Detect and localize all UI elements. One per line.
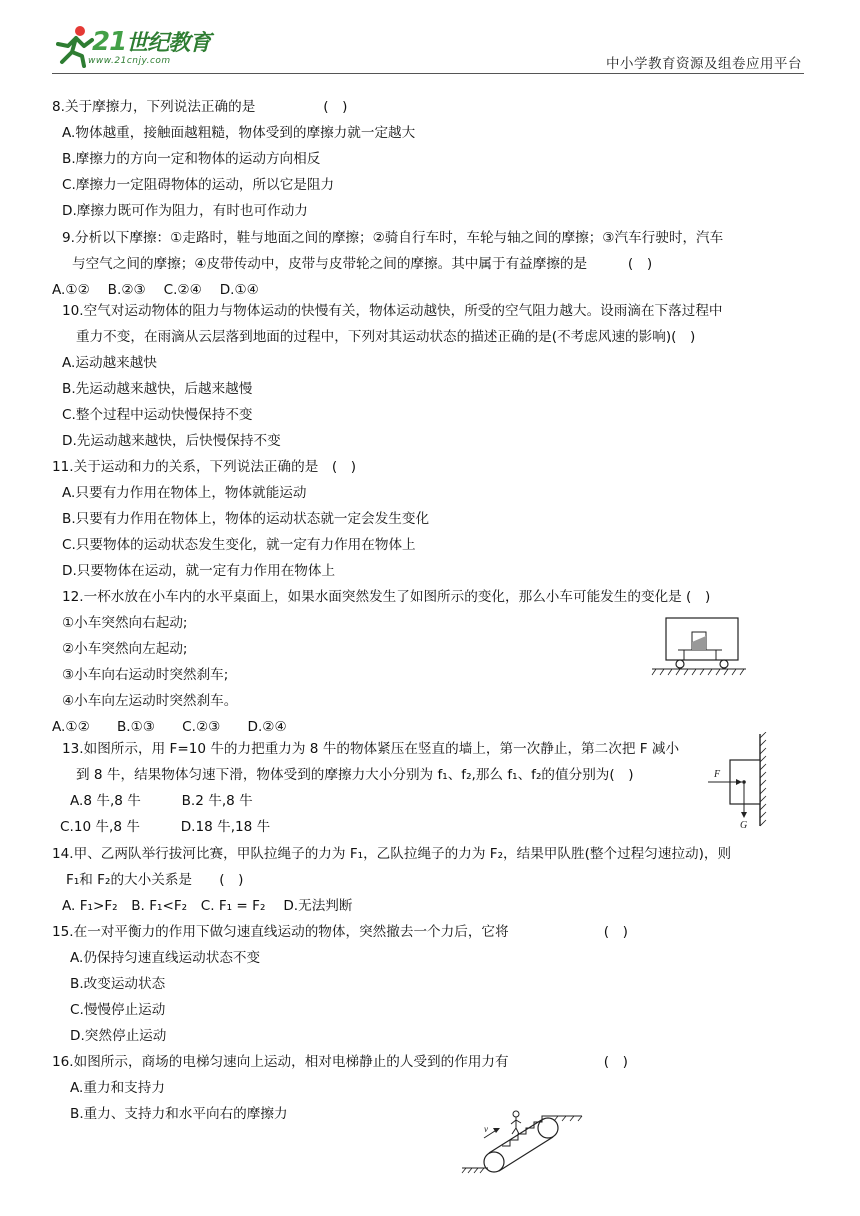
q11-option-b: B.只要有力作用在物体上，物体的运动状态就一定会发生变化 — [62, 511, 430, 527]
velocity-arrowhead — [493, 1128, 500, 1133]
q8-option-a: A.物体越重，接触面越粗糙，物体受到的摩擦力就一定越大 — [62, 125, 416, 141]
q12-item-1: ①小车突然向右起动; — [62, 615, 188, 631]
q13-stem-line1: 13.如图所示，用 F=10 牛的力把重力为 8 牛的物体紧压在竖直的墙上，第一次静止，第二次把 F 减小 — [62, 741, 680, 757]
q10-option-c: C.整个过程中运动快慢保持不变 — [62, 407, 253, 423]
q14-options: A. F₁>F₂ B. F₁<F₂ C. F₁ = F₂ D.无法判断 — [62, 898, 353, 914]
tilted-water — [692, 636, 706, 650]
wall-hatching — [760, 732, 766, 826]
q15-option-d: D.突然停止运动 — [70, 1028, 167, 1044]
q12-options: A.①② B.①③ C.②③ D.②④ — [52, 719, 287, 735]
q13-options-ab: A.8 牛,8 牛 B.2 牛,8 牛 — [70, 793, 253, 809]
cart-water-figure — [648, 612, 748, 676]
page-header — [0, 0, 860, 80]
q9-stem-line2: 与空气之间的摩擦；④皮带传动中，皮带与皮带轮之间的摩擦。其中属于有益摩擦的是 ( ) — [72, 256, 653, 272]
q10-option-d: D.先运动越来越快，后快慢保持不变 — [62, 433, 281, 449]
velocity-label: v — [484, 1124, 488, 1134]
q11-option-a: A.只要有力作用在物体上，物体就能运动 — [62, 485, 307, 501]
q15-option-c: C.慢慢停止运动 — [70, 1002, 166, 1018]
q15-option-b: B.改变运动状态 — [70, 976, 166, 992]
q12-item-3: ③小车向右运动时突然刹车; — [62, 667, 229, 683]
logo-chinese: 世纪教育 — [126, 31, 211, 56]
q12-item-2: ②小车突然向左起动; — [62, 641, 188, 657]
q16-stem: 16.如图所示，商场的电梯匀速向上运动，相对电梯静止的人受到的作用力有 ( ) — [52, 1054, 628, 1070]
wall-block-figure — [700, 732, 772, 830]
q14-stem-line1: 14.甲、乙两队举行拔河比赛，甲队拉绳子的力为 F₁，乙队拉绳子的力为 F₂，结果甲队胜(整个过程匀速拉动)，则 — [52, 846, 732, 862]
q12-stem: 12.一杯水放在小车内的水平桌面上，如果水面突然发生了如图所示的变化，那么小车可能发生的变化是 ( ) — [62, 589, 711, 605]
q8-stem: 8.关于摩擦力，下列说法正确的是 ( ) — [52, 99, 348, 115]
q13-options-cd: C.10 牛,8 牛 D.18 牛,18 牛 — [60, 819, 271, 835]
header-divider — [52, 73, 804, 74]
q9-stem-line1: 9.分析以下摩擦：①走路时，鞋与地面之间的摩擦；②骑自行车时，车轮与轴之间的摩擦；③汽车行驶时，汽车 — [62, 230, 724, 246]
gravity-label: G — [740, 820, 748, 830]
force-label: F — [714, 769, 721, 780]
q11-option-d: D.只要物体在运动，就一定有力作用在物体上 — [62, 563, 336, 579]
ground-hatching — [652, 669, 744, 675]
q8-option-d: D.摩擦力既可作为阻力，有时也可作动力 — [62, 203, 308, 219]
q16-option-a: A.重力和支持力 — [70, 1080, 165, 1096]
q15-stem: 15.在一对平衡力的作用下做匀速直线运动的物体，突然撤去一个力后，它将 ( ) — [52, 924, 628, 940]
logo-wordmark — [92, 26, 210, 57]
q10-stem-line2: 重力不变，在雨滴从云层落到地面的过程中，下列对其运动状态的描述正确的是(不考虑风速的影响)( ) — [76, 329, 696, 345]
q9-options: A.①② B.②③ C.②④ D.①④ — [52, 282, 259, 298]
q10-option-b: B.先运动越来越快，后越来越慢 — [62, 381, 253, 397]
q11-option-c: C.只要物体的运动状态发生变化，就一定有力作用在物体上 — [62, 537, 416, 553]
q10-option-a: A.运动越来越快 — [62, 355, 157, 371]
logo-number: 21 — [92, 27, 127, 57]
platform-name: 中小学教育资源及组卷应用平台 — [606, 56, 802, 72]
q13-stem-line2: 到 8 牛，结果物体匀速下滑，物体受到的摩擦力大小分别为 f₁、f₂,那么 f₁、f₂的值分别为( ) — [76, 767, 634, 783]
escalator-wheel-top — [538, 1118, 558, 1138]
q15-option-a: A.仍保持匀速直线运动状态不变 — [70, 950, 261, 966]
floor-top-hatching — [554, 1116, 582, 1121]
person-body — [511, 1117, 521, 1134]
q12-item-4: ④小车向左运动时突然刹车。 — [62, 693, 238, 709]
cart-wheel-left — [676, 660, 684, 668]
gravity-arrowhead — [741, 812, 747, 818]
person-head — [513, 1111, 519, 1117]
floor-bottom-hatching — [462, 1168, 484, 1173]
q10-stem-line1: 10.空气对运动物体的阻力与物体运动的快慢有关，物体运动越快，所受的空气阻力越大。设雨滴在下落过程中 — [62, 303, 723, 319]
q8-option-b: B.摩擦力的方向一定和物体的运动方向相反 — [62, 151, 321, 167]
q8-option-c: C.摩擦力一定阻碍物体的运动，所以它是阻力 — [62, 177, 335, 193]
cart-wheel-right — [720, 660, 728, 668]
escalator-figure — [458, 1106, 586, 1180]
q16-option-b: B.重力、支持力和水平向右的摩擦力 — [70, 1106, 288, 1122]
escalator-wheel-bottom — [484, 1152, 504, 1172]
q11-stem: 11.关于运动和力的关系，下列说法正确的是 ( ) — [52, 459, 357, 475]
q14-stem-line2: F₁和 F₂的大小关系是 ( ) — [66, 872, 244, 888]
logo-url: www.21cnjy.com — [88, 56, 171, 66]
